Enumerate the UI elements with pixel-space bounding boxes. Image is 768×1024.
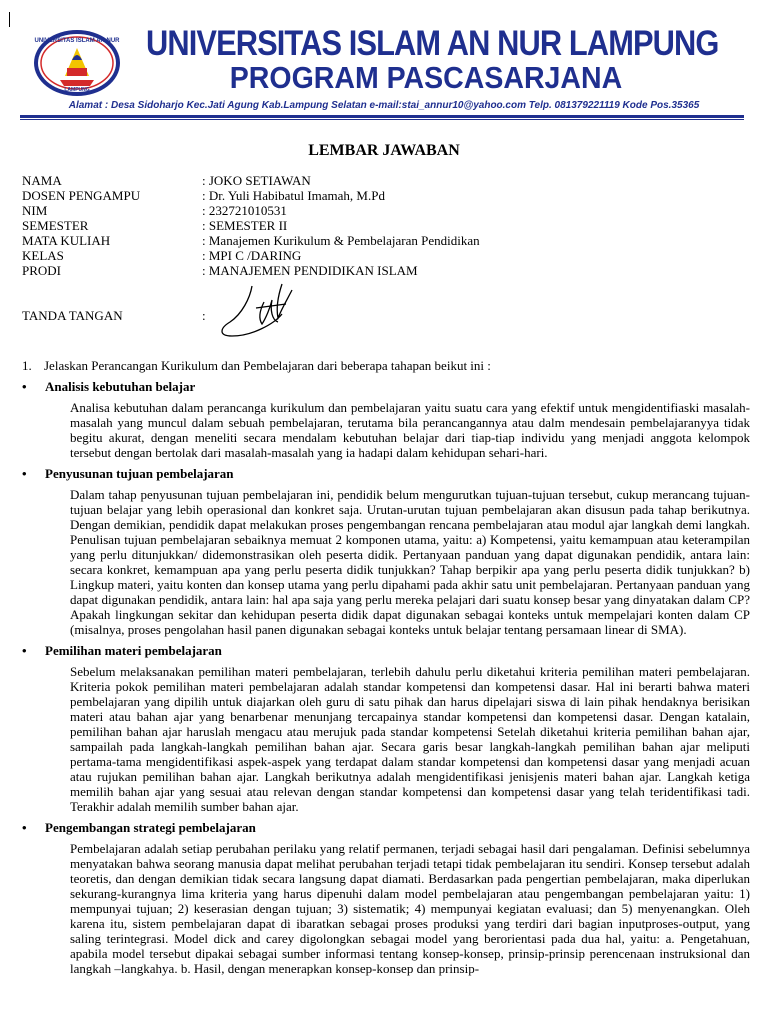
info-row-mata-kuliah: MATA KULIAH : Manajemen Kurikulum & Pembelajaran Pendidikan [22, 233, 480, 248]
info-row-semester: SEMESTER : SEMESTER II [22, 218, 288, 233]
info-row-prodi: PRODI : MANAJEMEN PENDIDIKAN ISLAM [22, 263, 418, 278]
section-pengembangan [22, 820, 750, 976]
section-text: Pembelajaran adalah setiap perubahan perilaku yang relatif permanen, terjadi sebagai hasil dari pengalaman. Definisi sebelumnya menyatakan bahwa seorang manusia dapat melihat perubahan terjadi tetapi tidak pembelajaran itu sendiri. Konsep tersebut adalah teoretis, dan dengan demikian tidak secara langsung dapat diamati. Berdasarkan pada pengertian pembelajaran, maka diperlukan sekurang-kurangnya lima kriteria yang harus dipenuhi dalam model pembelajaran atau pengembangan pembelajaran yaitu: 1) mempunyai tujuan; 2) keserasian dengan tujuan; 3) sistematik; 4) mempunyai kegiatan evaluasi; dan 5) menyenangkan. Oleh karena itu, sistem pembelajaran dapat di ibaratkan sebagai proses produksi yang terdiri dari bagian inputproses-output, yang saling terintegrasi. Model dick and carey digolongkan sebagai model yang berorientasi pada dua hal, yaitu: a. Pengetahuan, apabila model tersebut dipakai sebagai sumber informasi tentang konsep-konsep, prinsip-prinsip perencenaan instruksional dan langkah –langkahya. b. Hasil, dengan menerapkan konsep-konsep dan prinsip- [70, 841, 750, 976]
bullet-icon: • [22, 643, 27, 658]
info-row-dosen: DOSEN PENGAMPU : Dr. Yuli Habibatul Imamah, M.Pd [22, 188, 385, 203]
info-row-nim: NIM : 232721010531 [22, 203, 287, 218]
section-title: Pengembangan strategi pembelajaran [45, 820, 256, 835]
section-title: Pemilihan materi pembelajaran [45, 643, 222, 658]
section-text: Dalam tahap penyusunan tujuan pembelajaran ini, pendidik belum mengurutkan tujuan-tujuan tersebut, cukup merancang tujuan-tujuan belajar yang lebih operasional dan konkret saja. Urutan-urutan tujuan pembelajaran akan disusun pada tahap berikutnya. Dengan demikian, pendidik dapat melakukan proses pengembangan rencana pembelajaran atau modul ajar langkah demi langkah. Penulisan tujuan pembelajaran sebaiknya memuat 2 komponen utama, yaitu: a) Kompetensi, yaitu kemampuan atau keterampilan yang perlu ditunjukkan/ didemonstrasikan oleh peserta didik. Pertanyaan panduan yang dapat digunakan pendidik, antara lain: secara konkret, kemampuan apa yang perlu peserta didik tunjukkan? Tahap berpikir apa yang perlu peserta didik tunjukkan? b) Lingkup materi, yaitu konten dan konsep utama yang perlu dipahami pada akhir satu unit pembelajaran. Pertanyaan panduan yang dapat digunakan pendidik, antara lain: hal apa saja yang perlu mereka pelajari dari suatu konsep besar yang dinyatakan dalam CP? Apakah lingkungan sekitar dan kehidupan peserta didik dapat digunakan sebagai konteks untuk mempelajari konten dalam CP (misalnya, proses pengolahan hasil panen digunakan sebagai konteks untuk belajar tentang persamaan linear di SMA). [70, 487, 750, 637]
section-pemilihan [22, 643, 750, 814]
signature-row [22, 308, 206, 324]
section-title: Analisis kebutuhan belajar [45, 379, 196, 394]
signature-icon [212, 278, 312, 342]
bullet-icon: • [22, 379, 27, 394]
section-title: Penyusunan tujuan pembelajaran [45, 466, 234, 481]
section-penyusunan [22, 466, 750, 637]
svg-text:UNIVERSITAS ISLAM AN NUR: UNIVERSITAS ISLAM AN NUR [34, 38, 120, 44]
section-analisis [22, 379, 750, 460]
section-text: Sebelum melaksanakan pemilihan materi pembelajaran, terlebih dahulu perlu diketahui kriteria pemilihan materi pembelajaran. Kriteria pokok pemilihan materi pembelajaran adalah standar kompetensi dan kompetensi dasar. Hal ini berarti bahwa materi pembelajaran yang dipilih untuk diajarkan oleh guru di satu pihak dan harus dipelajari siswa di lain pihak hendaknya berisikan materi atau bahan ajar yang benarbenar menunjang tercapainya standar kompetensi dan kompetensi dasar. Dengan katalain, pemilihan bahan ajar haruslah mengacu atau merujuk pada standar kompetensi Setelah diketahui kriteria pemilihan bahan ajar, sampailah pada langkah-langkah pemilihan bahan ajar. Secara garis besar langkah-langkah pemilihan bahan ajar meliputi pertama-tama mengidentifikasi aspek-aspek yang terdapat dalam standar kompetensi dan kompetensi dasar yang menjadi acuan atau rujukan pemilihan bahan ajar. Langkah berikutnya adalah mengidentifikasi jenisjenis materi bahan ajar. Langkah ketiga memilih bahan ajar yang sesuai atau relevan dengan standar kompetensi dan kompetensi dasar yang telah teridentifikasi tadi. Terakhir adalah memilih sumber bahan ajar. [70, 664, 750, 814]
info-row-kelas: KELAS : MPI C /DARING [22, 248, 302, 263]
info-row-nama: NAMA : JOKO SETIAWAN [22, 173, 311, 188]
document-title: LEMBAR JAWABAN [308, 142, 460, 159]
letterhead [28, 24, 740, 104]
text-cursor [9, 12, 10, 27]
address-line: Alamat : Desa Sidoharjo Kec.Jati Agung Kab.Lampung Selatan e-mail:stai_annur10@yahoo.com Telp. 081379221119 Kode Pos.35365 [68, 100, 700, 111]
university-name: UNIVERSITAS ISLAM AN NUR LAMPUNG [146, 24, 719, 63]
bullet-icon: • [22, 820, 27, 835]
bullet-icon: • [22, 466, 27, 481]
signature-colon: : [202, 308, 206, 323]
answer-content [22, 358, 750, 982]
student-info [22, 173, 480, 278]
header-divider-thin [20, 119, 744, 120]
svg-text:LAMPUNG: LAMPUNG [64, 87, 90, 93]
program-name: PROGRAM PASCASARJANA [229, 60, 623, 95]
signature-label: TANDA TANGAN [22, 308, 123, 323]
university-logo-icon [32, 28, 122, 98]
question-1: 1. Jelaskan Perancangan Kurikulum dan Pembelajaran dari beberapa tahapan beikut ini : [22, 358, 491, 373]
section-text: Analisa kebutuhan dalam perancanga kurikulum dan pembelajaran yaitu suatu cara yang efektif untuk mengidentifiaski masalah-masalah yang muncul dalam sebuah pembelajaran, terutama bila perancangannya atau dalm mendesain pembelajaranyya tidak begitu akurat, dengan meneliti secara mendalam kebutuhan belajar dari tiap-tiap individu yang menjadi anggota kelompok tersebut dengan bertolak dari masalah-masalah yang ia hadapi dalam kehidupan sehari-hari. [70, 400, 750, 460]
header-divider [20, 115, 744, 118]
